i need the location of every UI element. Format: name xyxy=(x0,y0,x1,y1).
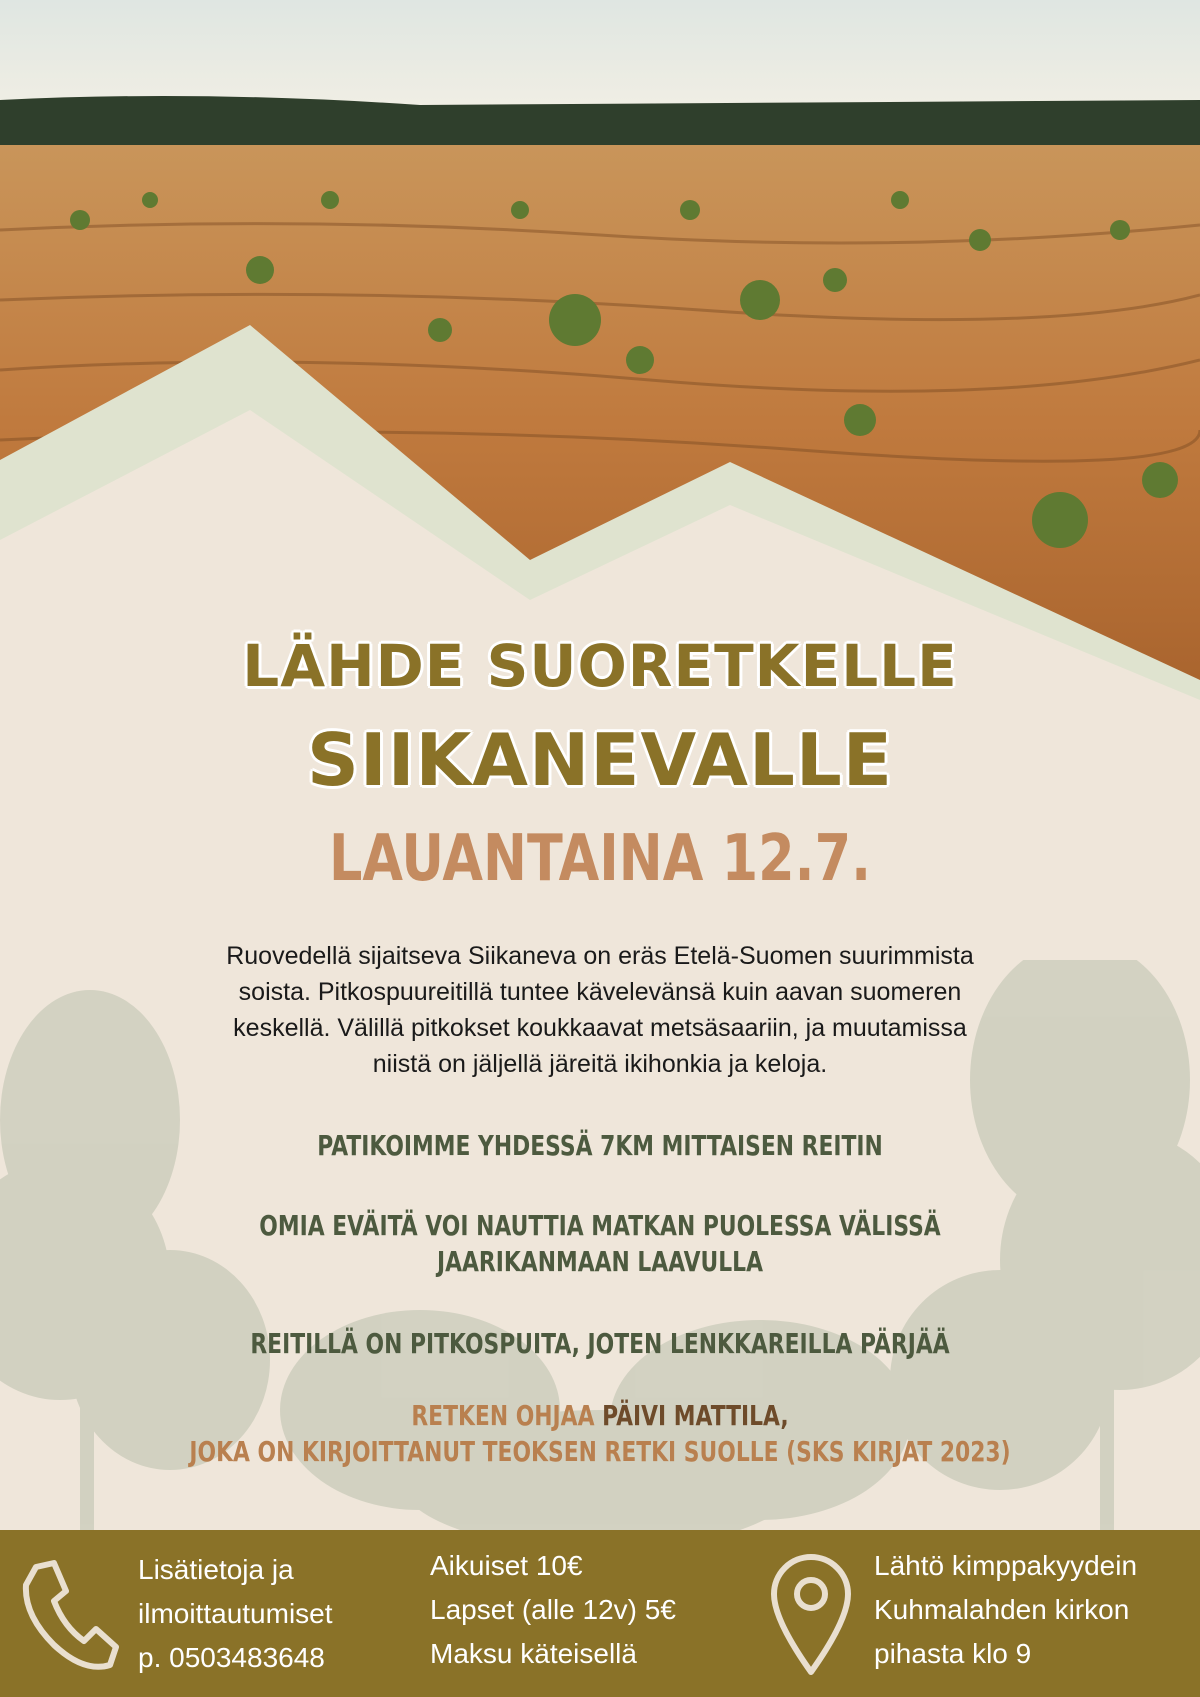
price-line: Aikuiset 10€ xyxy=(430,1550,583,1581)
event-date: LAUANTAINA 12.7. xyxy=(328,822,872,896)
contact-line: ilmoittautumiset xyxy=(138,1598,333,1629)
title-line-1: LÄHDE SUORETKELLE xyxy=(242,632,958,700)
departure-line: pihasta klo 9 xyxy=(874,1638,1032,1669)
highlight-lunch-line-2: JAARIKANMAAN LAAVULLA xyxy=(436,1245,764,1278)
highlight-route: PATIKOIMME YHDESSÄ 7KM MITTAISEN REITIN xyxy=(317,1129,883,1162)
location-pin-icon xyxy=(766,1550,856,1680)
guide-name: PÄIVI MATTILA, xyxy=(602,1399,789,1432)
departure-line: Lähtö kimppakyydein xyxy=(874,1550,1138,1581)
contact-phone[interactable]: p. 0503483648 xyxy=(138,1642,325,1673)
bog-landscape-image xyxy=(0,0,1200,700)
title-line-2: SIIKANEVALLE xyxy=(307,718,893,802)
guide-line-1 xyxy=(132,1398,1068,1434)
description-line: keskellä. Välillä pitkokset koukkaavat metsäsaariin, ja muutamissa xyxy=(233,1014,967,1042)
description-line: niistä on jäljellä järeitä ikihonkia ja keloja. xyxy=(372,1050,828,1078)
departure-info xyxy=(874,1544,1137,1676)
highlight-footwear: REITILLÄ ON PITKOSPUITA, JOTEN LENKKAREILLA PÄRJÄÄ xyxy=(250,1327,950,1360)
hero-bog-landscape xyxy=(0,0,1200,700)
price-line: Maksu käteisellä xyxy=(430,1638,637,1669)
guide-prefix: RETKEN OHJAA xyxy=(411,1399,603,1432)
highlight-lunch-line-1: OMIA EVÄITÄ VOI NAUTTIA MATKAN PUOLESSA VÄLISSÄ xyxy=(259,1209,941,1242)
description-line: Ruovedellä sijaitseva Siikaneva on eräs Etelä-Suomen suurimmista xyxy=(226,942,974,970)
guide-line-2: JOKA ON KIRJOITTANUT TEOKSEN RETKI SUOLLE (SKS KIRJAT 2023) xyxy=(189,1435,1011,1468)
departure-line: Kuhmalahden kirkon xyxy=(874,1594,1130,1625)
contact-line: Lisätietoja ja xyxy=(138,1554,294,1585)
description xyxy=(165,938,1035,1082)
description-line: soista. Pitkospuureitillä tuntee kävelevänsä kuin aavan suomeren xyxy=(238,978,962,1006)
price-info xyxy=(430,1544,676,1676)
contact-info xyxy=(138,1548,333,1680)
footer-info-bar xyxy=(0,1530,1200,1697)
phone-icon xyxy=(14,1555,122,1675)
price-line: Lapset (alle 12v) 5€ xyxy=(430,1594,676,1625)
